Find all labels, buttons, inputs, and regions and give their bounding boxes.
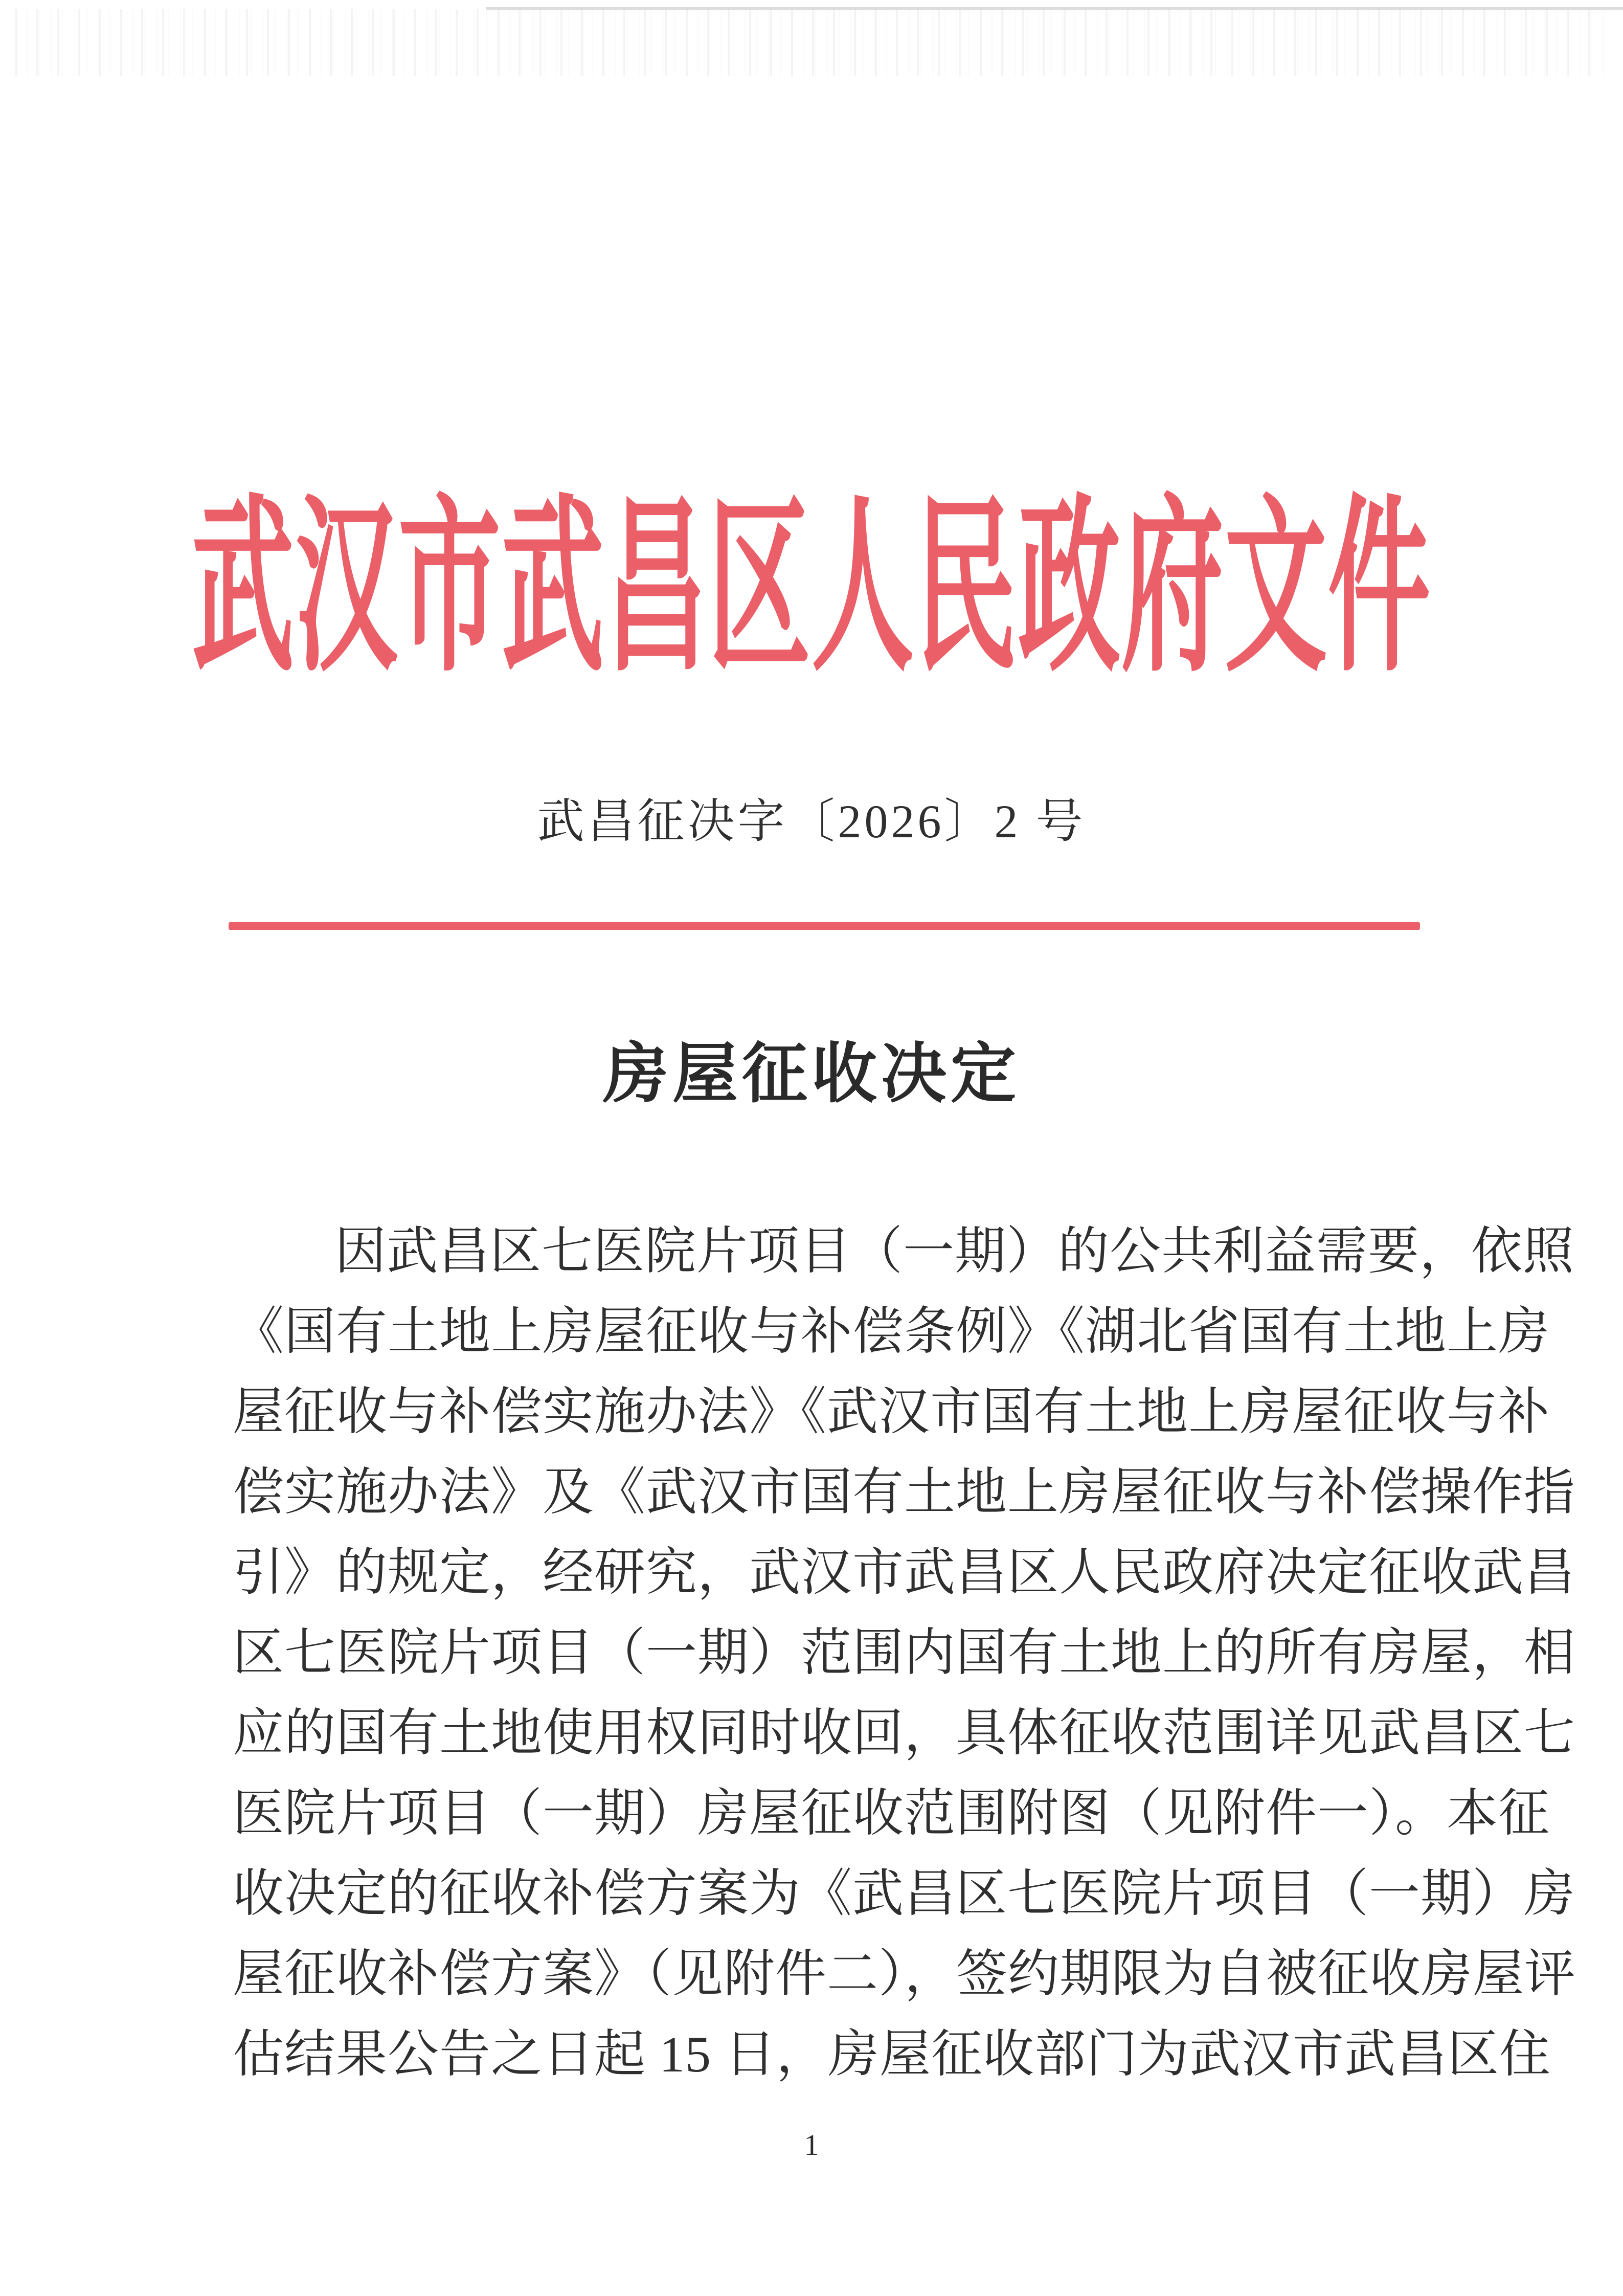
scan-artifact-line [486,7,1623,10]
red-divider-line [229,922,1420,930]
body-line: 引》的规定，经研究，武汉市武昌区人民政府决定征收武昌 [233,1544,1575,1601]
body-line: 医院片项目（一期）房屋征收范围附图（见附件一）。本征 [233,1785,1550,1842]
body-line: 应的国有土地使用权同时收回，具体征收范围详见武昌区七 [233,1705,1575,1762]
body-line: 屋征收补偿方案》（见附件二），签约期限为自被征收房屋评 [233,1946,1576,2002]
body-line: 区七医院片项目（一期）范围内国有土地上的所有房屋，相 [233,1624,1575,1681]
document-title: 房屋征收决定 [602,1038,1020,1110]
body-paragraph [233,1211,1576,2094]
document-number: 武昌征决字〔2026〕2 号 [537,795,1086,848]
body-line: 因武昌区七医院片项目（一期）的公共利益需要，依照 [335,1223,1574,1280]
scan-artifact-noise [15,9,1608,76]
body-line: 屋征收与补偿实施办法》《武汉市国有土地上房屋征收与补 [233,1384,1550,1440]
page-number: 1 [804,2128,819,2161]
body-line: 估结果公告之日起 15 日，房屋征收部门为武汉市武昌区住 [233,2026,1551,2083]
body-line: 《国有土地上房屋征收与补偿条例》《湖北省国有土地上房 [233,1303,1550,1360]
body-line: 偿实施办法》及《武汉市国有土地上房屋征收与补偿操作指 [233,1464,1575,1521]
body-line: 收决定的征收补偿方案为《武昌区七医院片项目（一期）房 [233,1865,1575,1922]
letterhead-title: 武汉市武昌区人民政府文件 [191,485,1431,695]
